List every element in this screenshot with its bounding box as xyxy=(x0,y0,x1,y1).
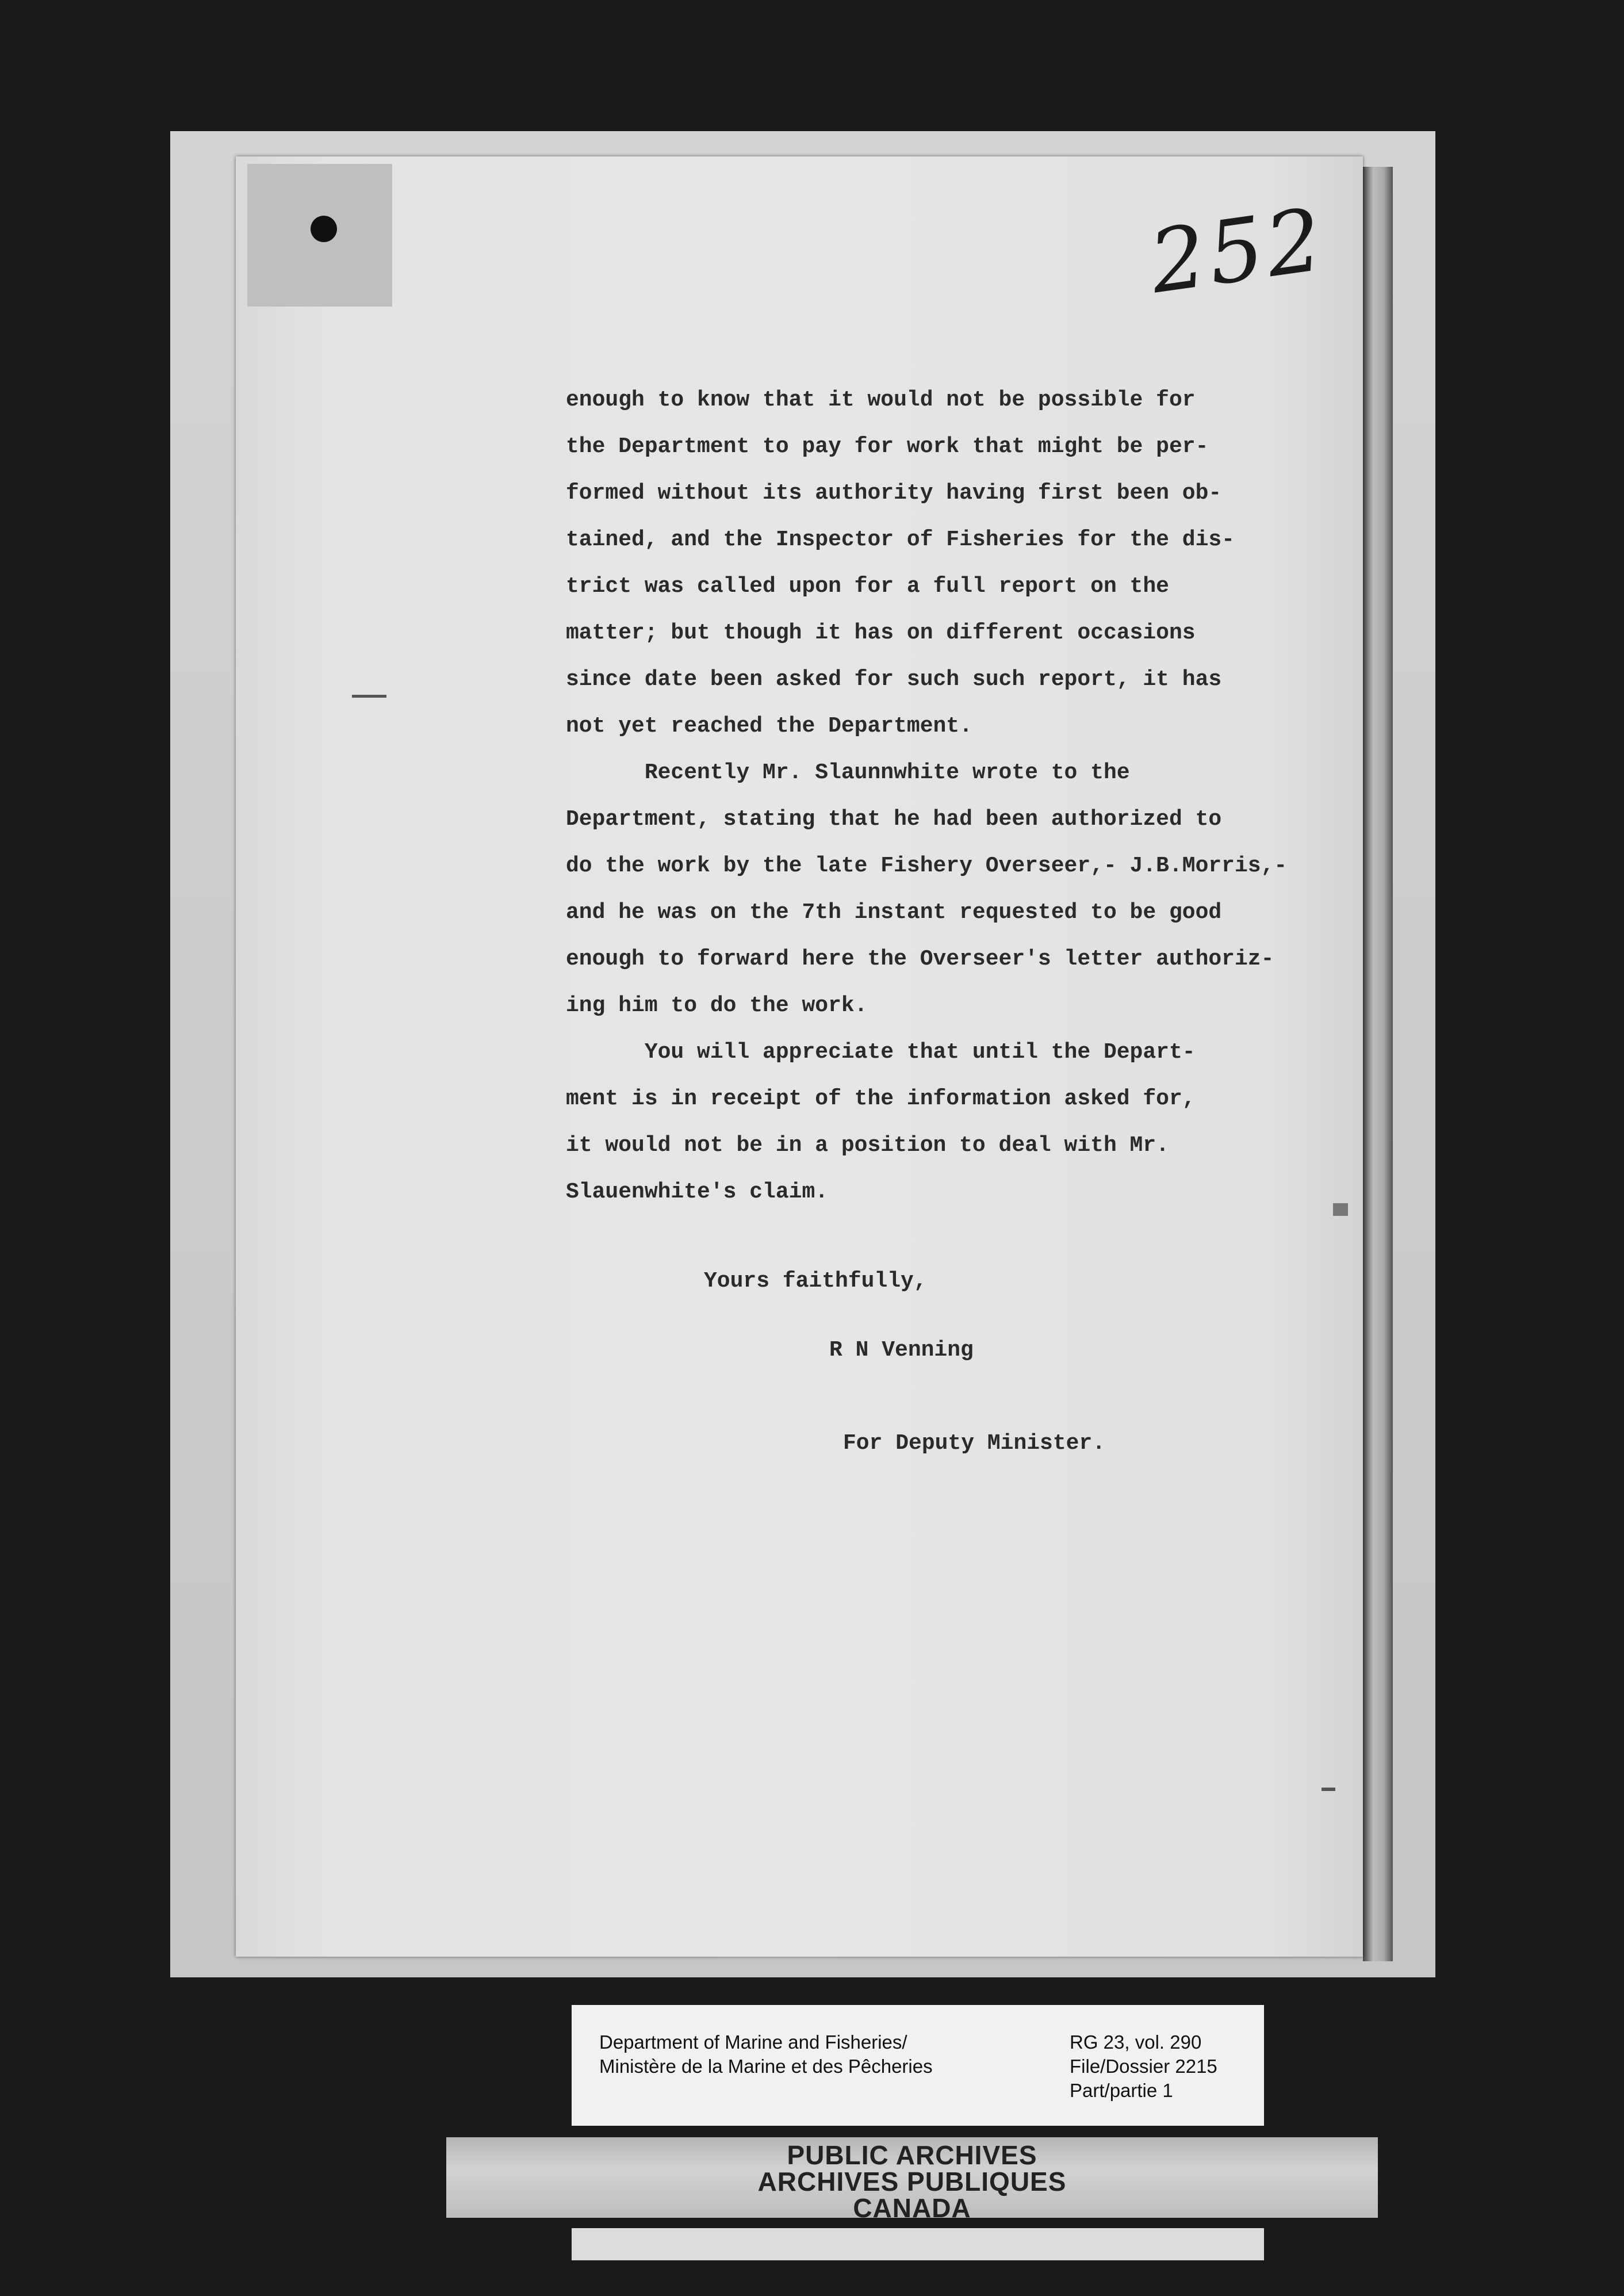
punch-hole xyxy=(311,216,337,242)
stamp-line-3: CANADA xyxy=(853,2193,971,2223)
body-line-12: and he was on the 7th instant requested to be good xyxy=(566,900,1222,925)
body-line-7: since date been asked for such such report, it has xyxy=(566,667,1222,692)
stamp-line-2: ARCHIVES PUBLIQUES xyxy=(757,2167,1067,2196)
body-line-10: Department, stating that he had been authorized to xyxy=(566,807,1222,832)
body-line-14: ing him to do the work. xyxy=(566,993,868,1018)
archive-department xyxy=(599,2030,933,2079)
archive-label-card xyxy=(572,2005,1264,2126)
department-english: Department of Marine and Fisheries/ xyxy=(599,2031,907,2053)
body-line-9: Recently Mr. Slaunnwhite wrote to the xyxy=(566,760,1130,785)
handwritten-page-number: 252 xyxy=(1144,189,1331,313)
body-line-13: enough to forward here the Overseer's letter authoriz- xyxy=(566,947,1274,971)
page-edge-shadow xyxy=(1363,167,1393,1961)
body-line-16: ment is in receipt of the information asked for, xyxy=(566,1086,1196,1111)
edge-mark xyxy=(1333,1203,1348,1216)
body-line-1: enough to know that it would not be possible for xyxy=(566,388,1196,412)
edge-mark xyxy=(1322,1788,1335,1791)
archives-stamp xyxy=(446,2137,1378,2223)
body-line-5: trict was called upon for a full report on the xyxy=(566,574,1169,599)
body-line-2: the Department to pay for work that might be per- xyxy=(566,434,1209,459)
margin-mark xyxy=(352,695,386,698)
part-number: Part/partie 1 xyxy=(1070,2080,1173,2101)
body-line-3: formed without its authority having first been ob- xyxy=(566,481,1222,506)
body-line-6: matter; but though it has on different occasions xyxy=(566,621,1196,645)
bottom-label-strip xyxy=(572,2228,1264,2260)
closing-salutation: Yours faithfully, xyxy=(704,1269,927,1294)
body-line-18: Slauenwhite's claim. xyxy=(566,1180,829,1204)
record-group: RG 23, vol. 290 xyxy=(1070,2031,1202,2053)
body-line-8: not yet reached the Department. xyxy=(566,714,972,738)
body-line-17: it would not be in a position to deal with Mr. xyxy=(566,1133,1169,1158)
body-line-4: tained, and the Inspector of Fisheries for the dis- xyxy=(566,527,1235,552)
file-number: File/Dossier 2215 xyxy=(1070,2056,1217,2077)
signer-name: R N Venning xyxy=(829,1338,974,1363)
stamp-line-1: PUBLIC ARCHIVES xyxy=(787,2140,1037,2170)
archive-reference xyxy=(1070,2030,1217,2103)
body-line-15: You will appreciate that until the Depart- xyxy=(566,1040,1196,1065)
body-line-11: do the work by the late Fishery Overseer,- J.B.Morris,- xyxy=(566,854,1288,878)
signer-title: For Deputy Minister. xyxy=(843,1431,1106,1456)
department-french: Ministère de la Marine et des Pêcheries xyxy=(599,2056,933,2077)
archives-stamp-text xyxy=(446,2142,1378,2221)
